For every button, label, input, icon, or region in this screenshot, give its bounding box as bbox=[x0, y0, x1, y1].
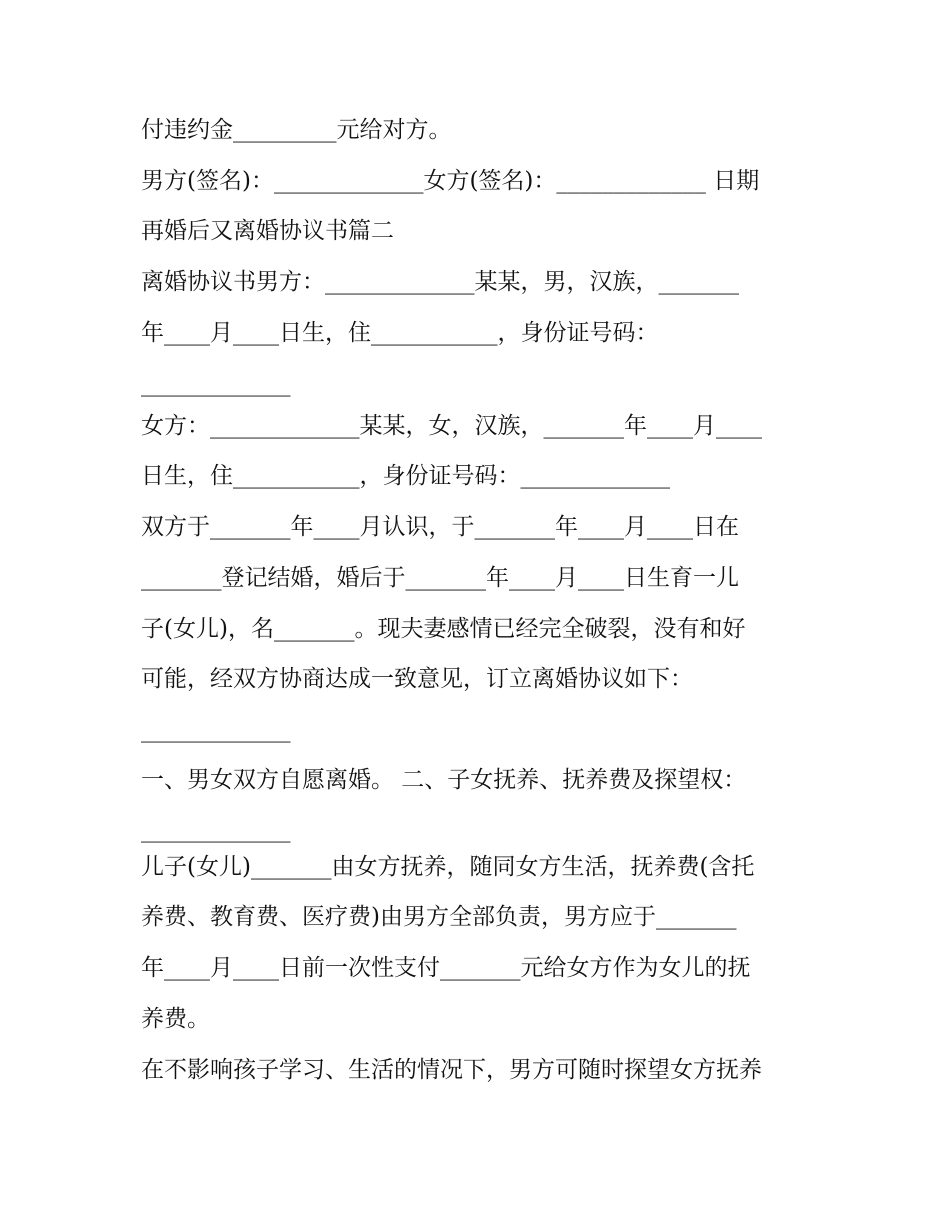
text-line: 付违约金_________元给对方。 bbox=[141, 117, 452, 143]
text-line: 日生，住___________，身份证号码：_____________ bbox=[141, 463, 670, 489]
text-line: 男方(签名)：_____________女方(签名)：_____________ 日期 bbox=[141, 168, 760, 194]
text-line: 离婚协议书男方：_____________某某，男，汉族，_______ bbox=[141, 269, 739, 295]
text-line: 在不影响孩子学习、生活的情况下，男方可随时探望女方抚养 bbox=[141, 1057, 762, 1083]
text-line: 儿子(女儿)_______由女方抚养，随同女方生活，抚养费(含托 bbox=[141, 854, 755, 880]
text-line: 双方于_______年____月认识，于_______年____月____日在 bbox=[141, 514, 739, 540]
text-line: 年____月____日生，住___________，身份证号码： bbox=[141, 320, 659, 346]
text-line: 女方：_____________某某，女，汉族，_______年____月____ bbox=[141, 413, 762, 439]
text-line: 可能，经双方协商达成一致意见，订立离婚协议如下： bbox=[141, 666, 693, 692]
blank-line: _____________ bbox=[141, 717, 291, 743]
text-line: 养费、教育费、医疗费)由男方全部负责，男方应于_______ bbox=[141, 904, 737, 930]
blank-line: _____________ bbox=[141, 817, 291, 843]
text-line: _______登记结婚，婚后于_______年____月____日生育一儿 bbox=[141, 565, 739, 591]
text-line: 子(女儿)，名_______。现夫妻感情已经完全破裂，没有和好 bbox=[141, 616, 746, 642]
blank-line: _____________ bbox=[141, 371, 291, 397]
section-heading: 再婚后又离婚协议书篇二 bbox=[141, 218, 394, 244]
text-line: 一、男女双方自愿离婚。 二、子女抚养、抚养费及探望权： bbox=[141, 767, 747, 793]
text-line: 年____月____日前一次性支付_______元给女方作为女儿的抚 bbox=[141, 955, 751, 981]
text-line: 养费。 bbox=[141, 1006, 210, 1032]
